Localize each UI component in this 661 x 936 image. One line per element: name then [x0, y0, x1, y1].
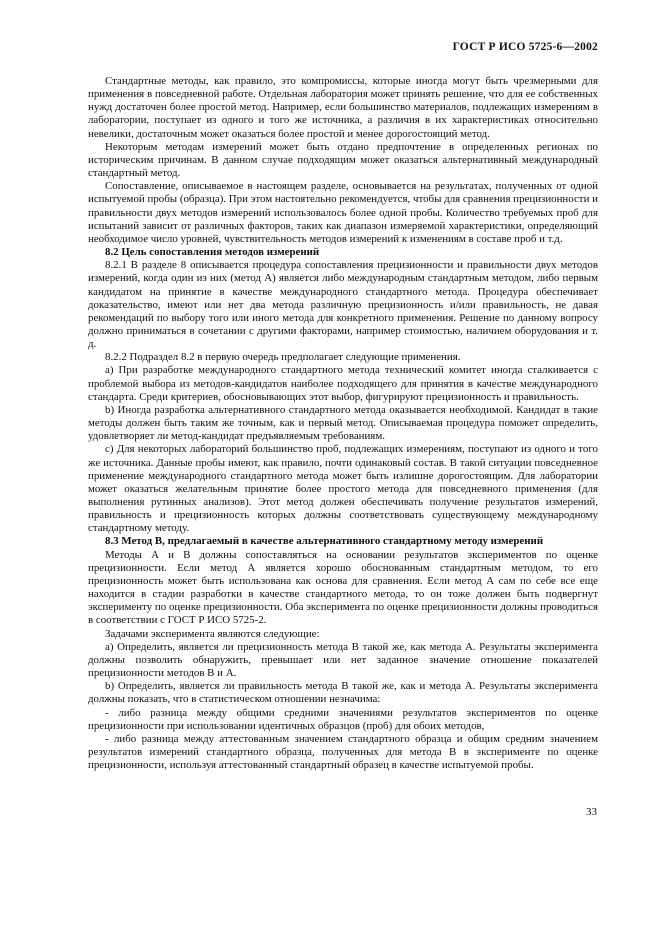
paragraph: Некоторым методам измерений может быть отдано предпочтение в определенных регионах по историческим причинам. В данном случае подходящим может оказаться альтернативный международный стандартный метод.: [88, 140, 598, 180]
list-item: а) При разработке международного стандартного метода технический комитет иногда сталкивается с проблемой выбора из методов-кандидатов наиболее подходящего для принятия в качестве международного стандарта. Среди критериев, обосновывающих этот выбор, фигурируют прецизионность и правильность.: [88, 364, 598, 403]
paragraph: Методы А и В должны сопоставляться на основании результатов экспериментов по оценке прецизионности. Если метод А является хорошо обоснованным стандартным методом, то его прецизионность может быть использована как основа для сравнения. Если метод А сам по себе все еще находится в стадии разработки в качестве стандартного метода, то он тоже должен быть подвергнут эксперименту по оценке прецизионности. Оба эксперимента по оценке прецизионности должны проводиться в соответствии с ГОСТ Р ИСО 5725-2.: [88, 548, 598, 627]
list-item: b) Определить, является ли правильность метода В такой же, как и метода А. Результаты эксперимента должны показать, что в статистическом отношении незначима:: [88, 680, 598, 706]
body-text: [88, 75, 598, 772]
list-item: а) Определить, является ли прецизионность метода В такой же, как метода А. Результаты эксперимента должны позволить обнаружить, превышает или нет заданное значение отношение показателей прецизионности методов В и А.: [88, 640, 598, 680]
list-item: с) Для некоторых лабораторий большинство проб, подлежащих измерениям, поступают из одного и того же источника. Данные пробы имеют, как правило, почти одинаковый состав. В такой ситуации повседневное применение международного стандартного метода может быть излишне дорогостоящим. Для лаборатории может оказаться желательным принятие более простого метода для повседневного применения (для выполнения рутинных анализов). Этот метод должен обеспечивать получение результатов измерений, правильность и прецизионность которых должны соответствовать существующему международному стандартному методу.: [88, 443, 598, 535]
list-item: - либо разница между аттестованным значением стандартного образца и общим средним значением результатов измерений стандартного образца, полученных для метода В в эксперименте по оценке прецизионности, используя аттестованный стандартный образец в качестве испытуемой пробы.: [88, 732, 598, 772]
standard-header: ГОСТ Р ИСО 5725-6—2002: [452, 41, 598, 53]
page-number: 33: [586, 806, 597, 818]
section-heading: 8.2 Цель сопоставления методов измерений: [105, 246, 320, 259]
paragraph: 8.2.1 В разделе 8 описывается процедура сопоставления прецизионности и правильности двух методов измерений, когда один из них (метод А) является либо международным стандартным методом, либо первым кандидатом на принятие в качестве международного стандартного метода. Процедура обеспечивает доказательство, имеют или нет два метода различную прецизионность и/или правильность, не давая рекомендаций по выбору того или иного метода для конкретного применения. Решение по данному вопросу должно приниматься в сочетании с другими факторами, например стоимостью, наличием оборудования и т. д.: [88, 259, 598, 351]
paragraph: Сопоставление, описываемое в настоящем разделе, основывается на результатах, полученных от одной испытуемой пробы (образца). При этом настоятельно рекомендуется, чтобы для сравнения прецизионности и правильности двух методов измерений использовалось более одной пробы. Количество требуемых проб для испытаний зависит от различных факторов, таких как диапазон измеряемой характеристики, определяющий необходимое число уровней, чувствительность методов измерений к изменениям в составе проб и т.д.: [88, 180, 598, 245]
paragraph: Задачами эксперимента являются следующие:: [105, 627, 320, 640]
paragraph: Стандартные методы, как правило, это компромиссы, которые иногда могут быть чрезмерными для применения в повседневной работе. Отдельная лаборатория может принять решение, что для ее собственных нужд достаточен более простой метод. Например, если большинство материалов, подлежащих измерениям в лаборатории, поступает из одного и того же источника, а различия в их характеристиках относительно невелики, достаточным может оказаться более простой и менее дорогостоящий метод.: [88, 75, 598, 140]
paragraph: 8.2.2 Подраздел 8.2 в первую очередь предполагает следующие применения.: [105, 351, 461, 364]
list-item: b) Иногда разработка альтернативного стандартного метода оказывается необходимой. Кандидат в такие методы должен быть таким же точным, как и первый метод. Описываемая процедура поможет определить, удовлетворяет ли метод-кандидат предъявляемым требованиям.: [88, 403, 598, 443]
list-item: - либо разница между общими средними значениями результатов экспериментов по оценке прецизионности при использовании идентичных образцов (проб) для обоих методов,: [88, 706, 598, 732]
section-heading: 8.3 Метод В, предлагаемый в качестве альтернативного стандартному методу измерений: [105, 535, 544, 548]
